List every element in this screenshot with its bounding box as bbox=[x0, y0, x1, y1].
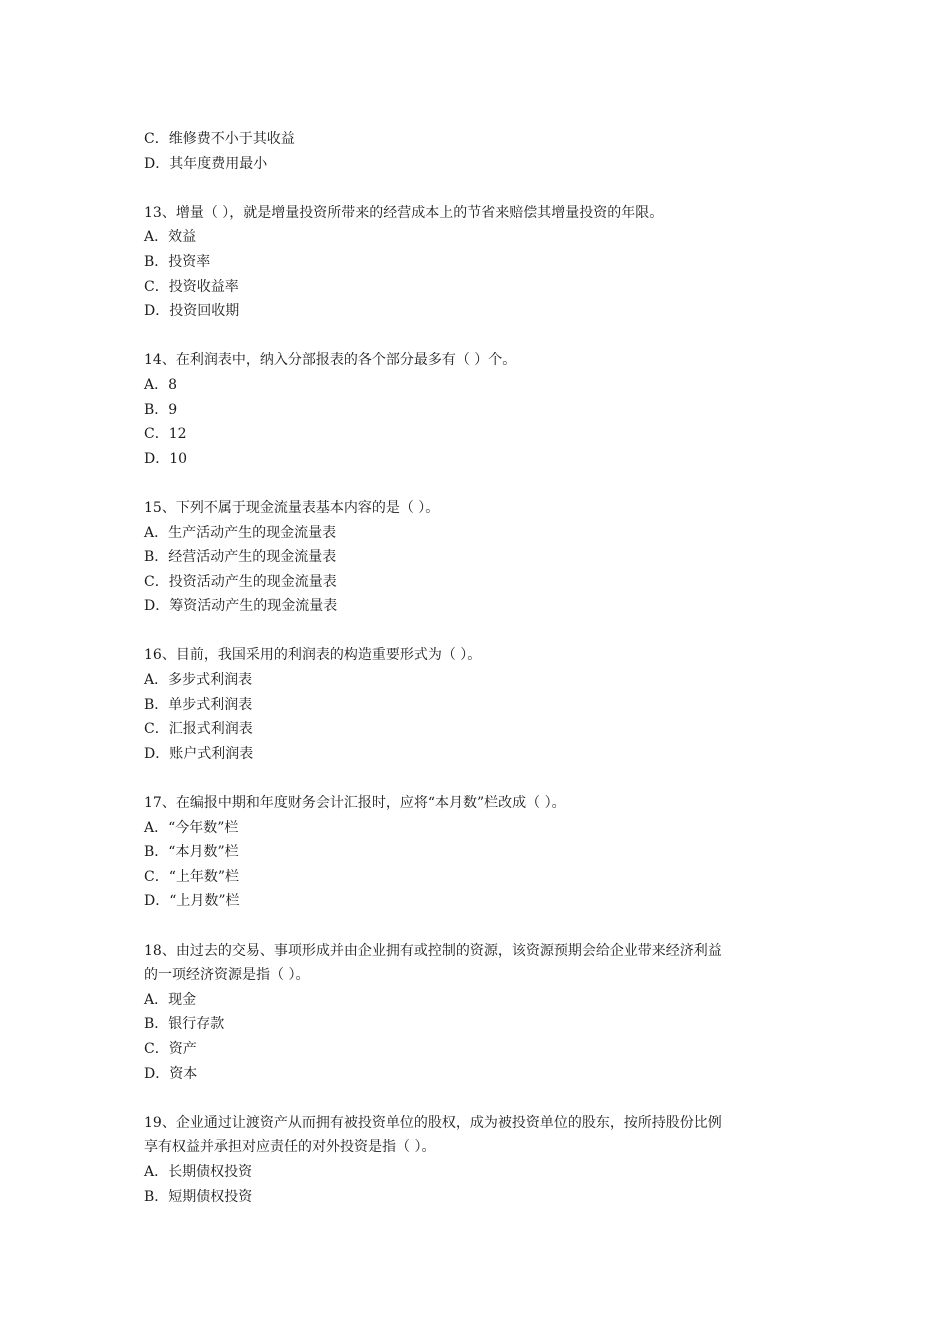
option-text: C．12 bbox=[144, 426, 187, 443]
question-stem: 15、下列不属于现金流量表基本内容的是（ ）。 bbox=[144, 499, 440, 516]
option-text: B．短期债权投资 bbox=[144, 1188, 253, 1205]
option-text: D．筹资活动产生的现金流量表 bbox=[144, 598, 338, 615]
question-19 bbox=[144, 1111, 830, 1209]
question-stem: 19、企业通过让渡资产从而拥有被投资单位的股权，成为被投资单位的股东，按所持股份比例 bbox=[144, 1114, 722, 1131]
option-text: A．长期债权投资 bbox=[144, 1163, 253, 1180]
question-stem: 14、在利润表中，纳入分部报表的各个部分最多有（ ）个。 bbox=[144, 352, 517, 369]
option-text: C．维修费不小于其收益 bbox=[144, 131, 295, 147]
option-text: C．投资活动产生的现金流量表 bbox=[144, 573, 337, 590]
leading-options bbox=[144, 127, 830, 176]
option-text: D．资本 bbox=[144, 1065, 198, 1082]
option-text: D．其年度费用最小 bbox=[144, 155, 268, 172]
question-stem: 16、目前，我国采用的利润表的构造重要形式为（ ）。 bbox=[144, 647, 482, 664]
question-16 bbox=[144, 643, 830, 766]
option-text: A．多步式利润表 bbox=[144, 672, 253, 689]
option-text: B．经营活动产生的现金流量表 bbox=[144, 549, 337, 566]
option-text: B．9 bbox=[144, 401, 178, 418]
option-text: A．8 bbox=[144, 376, 178, 393]
option-text: C．投资收益率 bbox=[144, 278, 239, 295]
question-stem: 17、在编报中期和年度财务会计汇报时，应将“本月数”栏改成（ ）。 bbox=[144, 795, 566, 812]
question-stem: 18、由过去的交易、事项形成并由企业拥有或控制的资源，该资源预期会给企业带来经济利益 bbox=[144, 942, 722, 959]
option-text: A．生产活动产生的现金流量表 bbox=[144, 524, 337, 541]
question-17 bbox=[144, 791, 830, 914]
option-text: D．10 bbox=[144, 450, 188, 467]
option-text: D．投资回收期 bbox=[144, 303, 240, 320]
question-stem: 的一项经济资源是指（ ）。 bbox=[144, 967, 310, 984]
question-13 bbox=[144, 201, 830, 324]
question-stem: 13、增量（ ），就是增量投资所带来的经营成本上的节省来赔偿其增量投资的年限。 bbox=[144, 204, 664, 221]
option-text: D．账户式利润表 bbox=[144, 745, 254, 762]
option-text: B．银行存款 bbox=[144, 1016, 225, 1033]
option-text: D．“上月数”栏 bbox=[144, 893, 240, 910]
question-15 bbox=[144, 496, 830, 619]
option-text: B．单步式利润表 bbox=[144, 696, 253, 713]
option-text: C．资产 bbox=[144, 1040, 197, 1057]
option-text: B．投资率 bbox=[144, 253, 211, 270]
question-14 bbox=[144, 348, 830, 471]
option-text: A．效益 bbox=[144, 229, 197, 246]
option-text: A．现金 bbox=[144, 991, 197, 1008]
question-18 bbox=[144, 939, 830, 1087]
option-text: C．“上年数”栏 bbox=[144, 868, 240, 885]
option-text: B．“本月数”栏 bbox=[144, 844, 239, 861]
option-text: C．汇报式利润表 bbox=[144, 721, 253, 738]
option-text: A．“今年数”栏 bbox=[144, 819, 239, 836]
question-stem: 享有权益并承担对应责任的对外投资是指（ ）。 bbox=[144, 1139, 436, 1156]
